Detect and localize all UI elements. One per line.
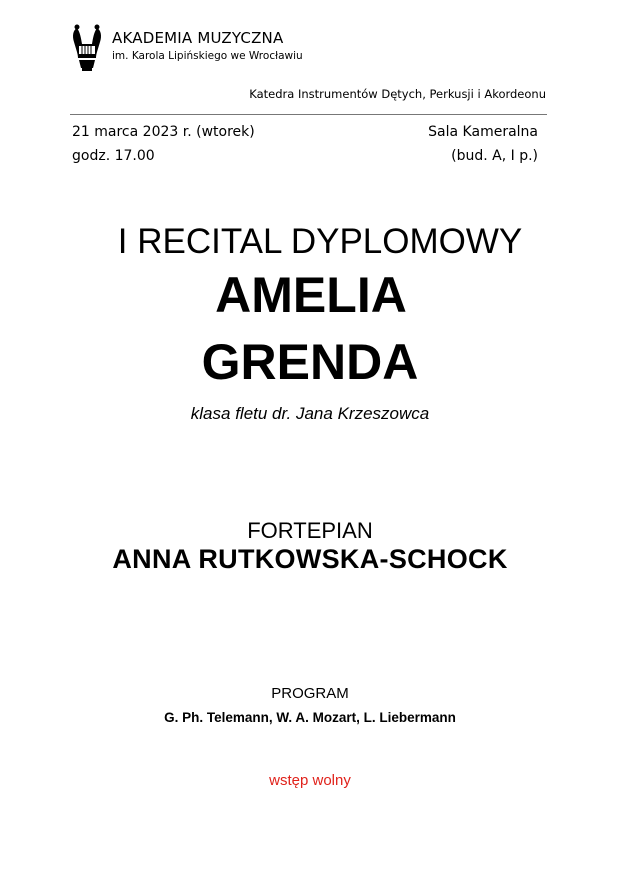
org-name: AKADEMIA MUZYCZNA	[112, 29, 284, 47]
pianist-name: ANNA RUTKOWSKA-SCHOCK	[112, 544, 508, 574]
piano-label: FORTEPIAN	[247, 518, 373, 543]
performer-first-name: AMELIA	[215, 267, 407, 323]
event-hall: Sala Kameralna	[428, 124, 538, 140]
program-composers: G. Ph. Telemann, W. A. Mozart, L. Liebermann	[164, 710, 456, 725]
recital-title: I RECITAL DYPLOMOWY	[117, 222, 523, 261]
event-building: (bud. A, I p.)	[451, 148, 538, 164]
header-divider	[70, 114, 547, 115]
event-time: godz. 17.00	[72, 148, 155, 164]
org-subtitle: im. Karola Lipińskiego we Wrocławiu	[112, 50, 303, 62]
event-date: 21 marca 2023 r. (wtorek)	[72, 124, 255, 140]
performer-class: klasa fletu dr. Jana Krzeszowca	[190, 404, 430, 423]
program-label: PROGRAM	[271, 685, 349, 702]
lyre-logo-icon	[70, 22, 104, 72]
performer-last-name: GRENDA	[201, 334, 419, 390]
entry-notice: wstęp wolny	[269, 772, 351, 789]
department: Katedra Instrumentów Dętych, Perkusji i Akordeonu	[249, 87, 546, 101]
